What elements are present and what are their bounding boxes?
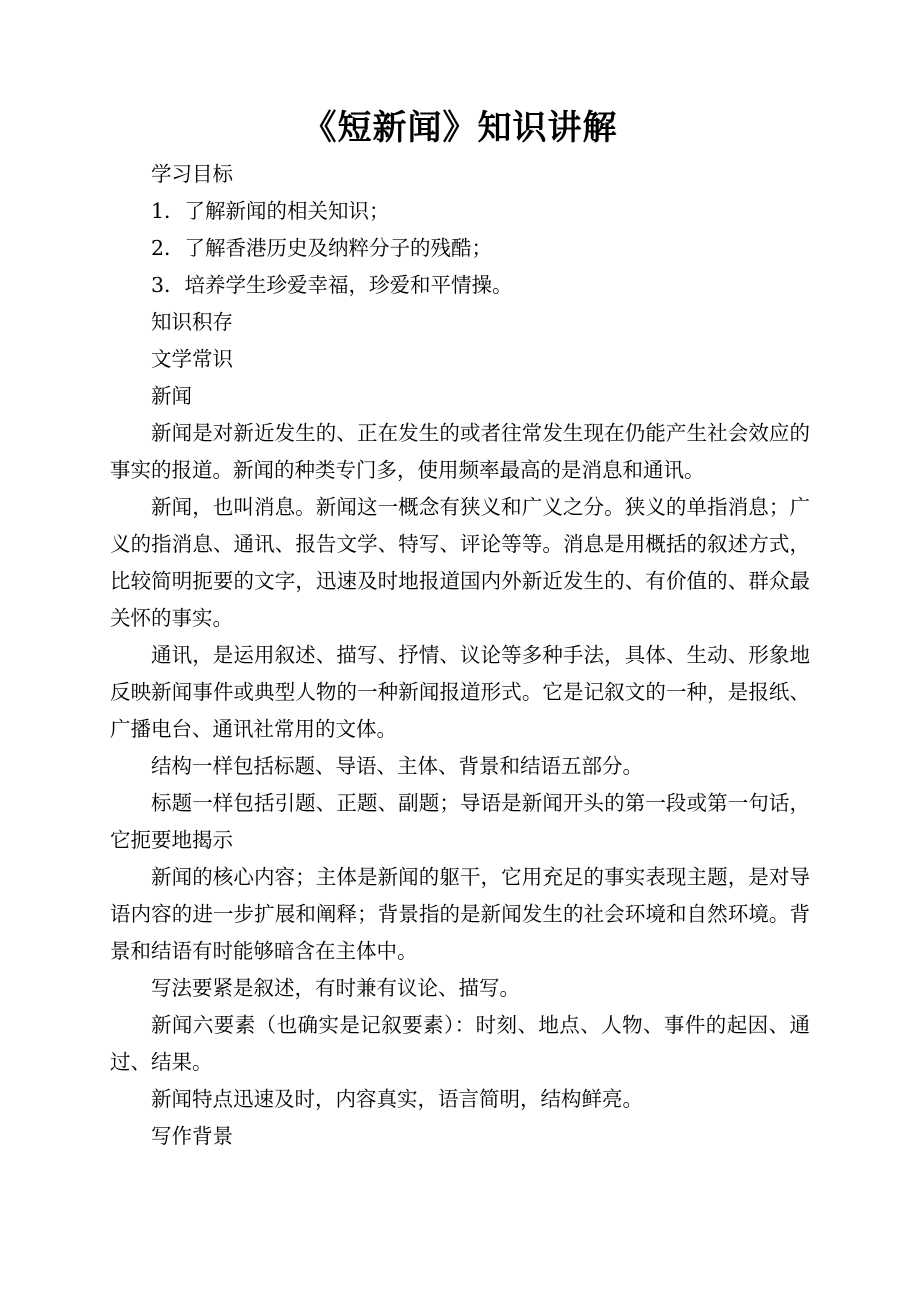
goal-item-2: 2．了解香港历史及纳粹分子的残酷； [151,236,493,260]
paragraph-headline-lead: 标题一样包括引题、正题、副题；导语是新闻开头的第一段或第一句话，它扼要地揭示 [110,791,810,852]
heading-literary-knowledge: 文学常识 [151,347,233,371]
heading-news: 新闻 [151,384,192,408]
paragraph-news-definition: 新闻是对新近发生的、正在发生的或者往常发生现在仍能产生社会效应的事实的报道。新闻的种类专门多，使用频率最高的是消息和通讯。 [110,421,810,482]
heading-writing-background: 写作背景 [151,1124,233,1148]
document-body [110,156,810,1155]
paragraph-structure: 结构一样包括标题、导语、主体、背景和结语五部分。 [151,754,643,778]
paragraph-news-features: 新闻特点迅速及时，内容真实，语言简明，结构鲜亮。 [151,1087,643,1111]
goal-item-1: 1．了解新闻的相关知识； [151,199,390,223]
goal-item-3: 3．培养学生珍爱幸福，珍爱和平情操。 [151,273,513,297]
paragraph-body-background: 新闻的核心内容；主体是新闻的躯干，它用充足的事实表现主题，是对导语内容的进一步扩展和阐释；背景指的是新闻发生的社会环境和自然环境。背景和结语有时能够暗含在主体中。 [110,865,810,963]
paragraph-correspondence: 通讯，是运用叙述、描写、抒情、议论等多种手法，具体、生动、形象地反映新闻事件或典型人物的一种新闻报道形式。它是记叙文的一种，是报纸、广播电台、通讯社常用的文体。 [110,643,810,741]
paragraph-writing-method: 写法要紧是叙述，有时兼有议论、描写。 [151,976,520,1000]
heading-learning-goals: 学习目标 [151,162,233,186]
heading-knowledge: 知识积存 [151,310,233,334]
paragraph-six-elements: 新闻六要素（也确实是记叙要素）：时刻、地点、人物、事件的起因、通过、结果。 [110,1013,810,1074]
document-title: 《短新闻》知识讲解 [302,108,618,148]
paragraph-news-message: 新闻，也叫消息。新闻这一概念有狭义和广义之分。狭义的单指消息；广义的指消息、通讯、报告文学、特写、评论等等。消息是用概括的叙述方式，比较简明扼要的文字，迅速及时地报道国内外新近发生的、有价值的、群众最关怀的事实。 [110,495,810,630]
